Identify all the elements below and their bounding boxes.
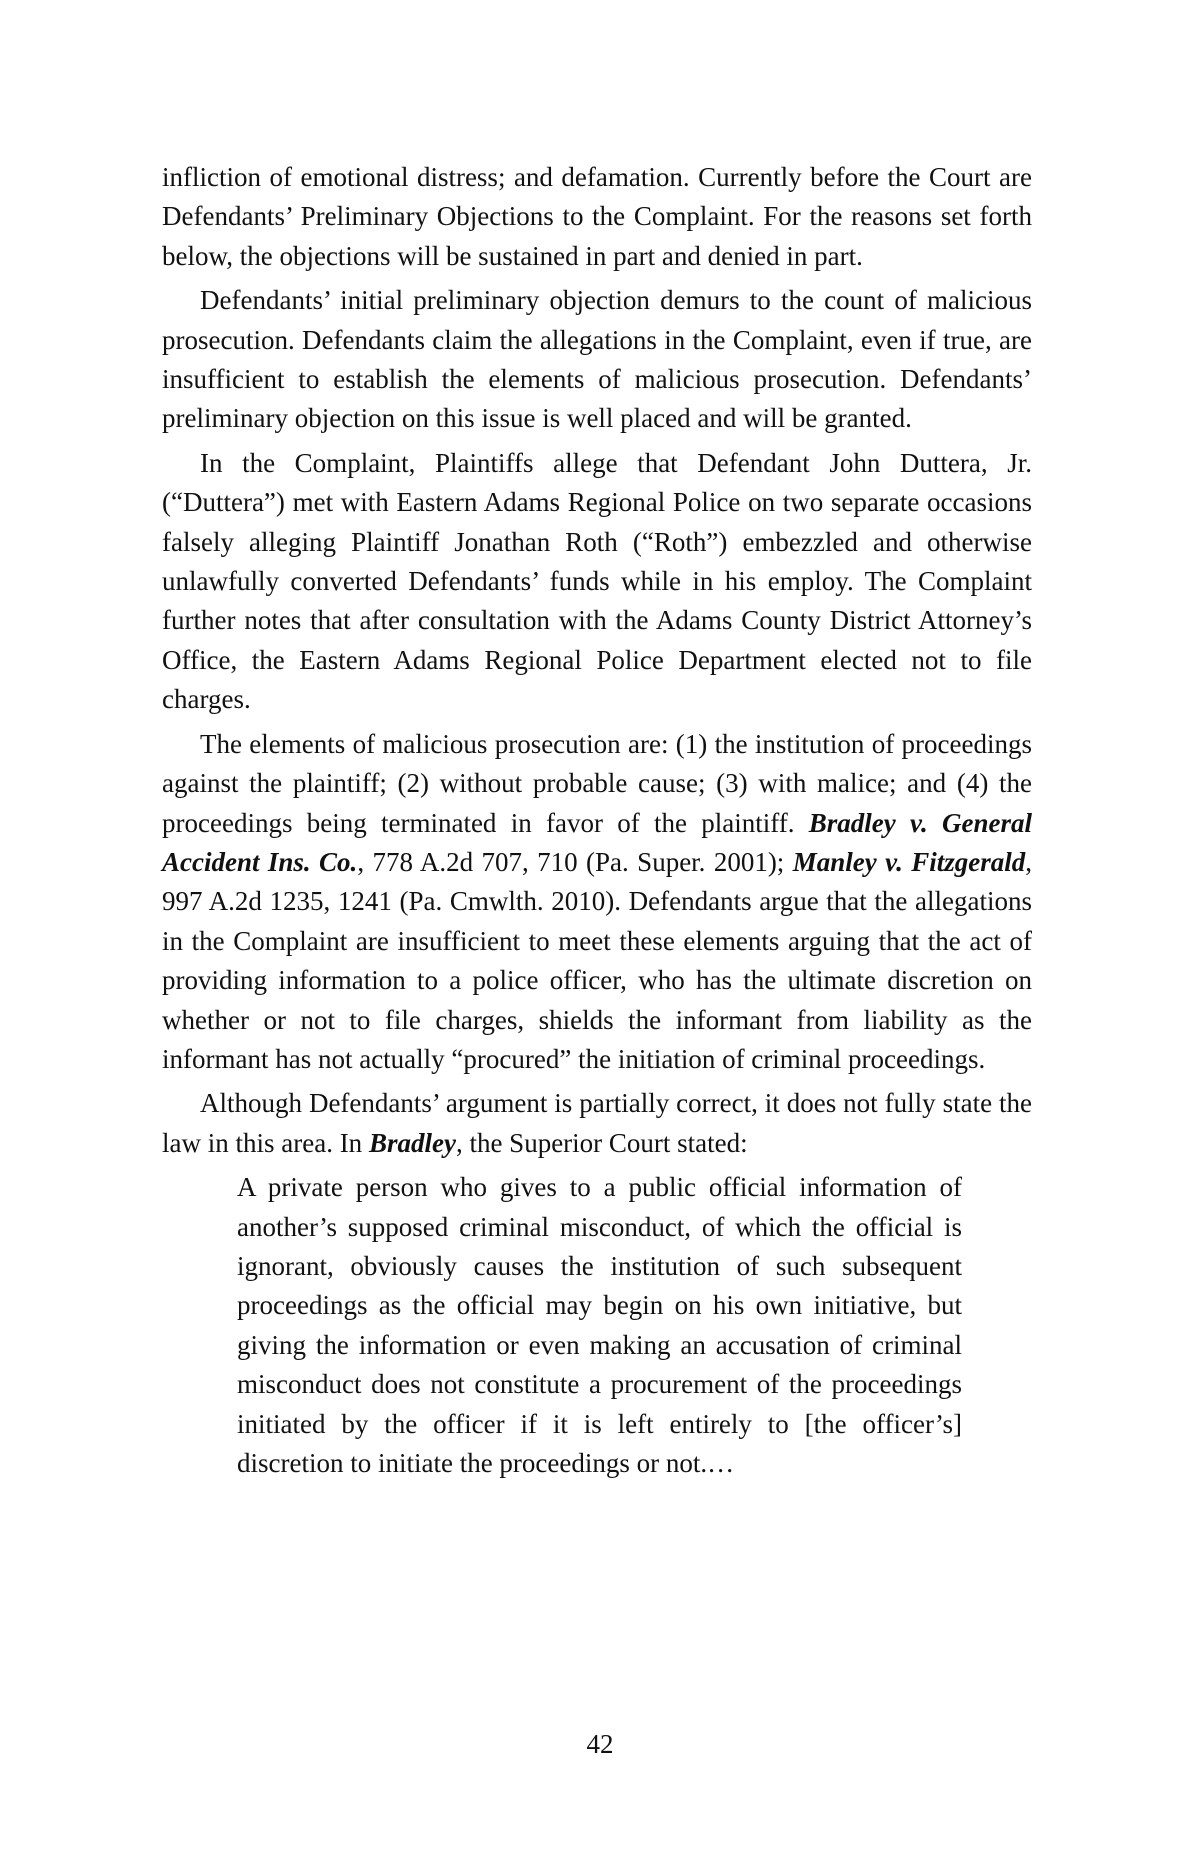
paragraph-demurrer (162, 281, 1032, 439)
paragraph-demurrer-text: Defendants’ initial preliminary objection demurs to the count of malicious prosecution. Defendants claim the allegations in the Complaint, even if true, are insufficient to establish the elements of malicious prosecution. Defendants’ preliminary objection on this issue is well placed and will be granted. (162, 285, 1032, 434)
case-citation-manley: Manley v. Fitzgerald (792, 846, 1026, 877)
page-number: 42 (586, 1729, 614, 1759)
paragraph-elements (162, 725, 1032, 1080)
paragraph-elements-text-1: The elements of malicious prosecution are: (1) the institution of proceedings against the plaintiff; (2) without probable cause; (3) with malice; and (4) the proceedings being terminated in favor of the plaintiff. (162, 728, 1032, 838)
case-name-bradley: Bradley (368, 1127, 456, 1158)
block-quote (237, 1168, 962, 1483)
case-citation-bradley: Bradley v. General Accident Ins. Co. (162, 807, 1032, 877)
paragraph-argument-text-2: , the Superior Court stated: (455, 1127, 748, 1158)
paragraph-complaint-allegations-text: In the Complaint, Plaintiffs allege that Defendant John Duttera, Jr. (“Duttera”) met with Eastern Adams Regional Police on two separate occasions falsely alleging Plaintiff Jonathan Roth (“Roth”) embezzled and otherwise unlawfully converted Defendants’ funds while in his employ. The Complaint further notes that after consultation with the Adams County District Attorney’s Office, the Eastern Adams Regional Police Department elected not to file charges. (162, 447, 1032, 715)
paragraph-elements-text-2: , 778 A.2d 707, 710 (Pa. Super. 2001); (357, 846, 793, 877)
paragraph-complaint-allegations (162, 444, 1032, 720)
paragraph-elements-text-3: , 997 A.2d 1235, 1241 (Pa. Cmwlth. 2010). Defendants argue that the allegations in the Complaint are insufficient to meet these elements arguing that the act of providing information to a police officer, who has the ultimate discretion on whether or not to file charges, shields the informant from liability as the informant has not actually “procured” the initiation of criminal proceedings. (162, 846, 1032, 1074)
paragraph-argument-text-1: Although Defendants’ argument is partially correct, it does not fully state the law in this area. In (162, 1088, 1032, 1158)
block-quote-text: A private person who gives to a public official information of another’s supposed criminal misconduct, of which the official is ignorant, obviously causes the institution of such subsequent proceedings as the official may begin on his own initiative, but giving the information or even making an accusation of criminal misconduct does not constitute a procurement of the proceedings initiated by the officer if it is left entirely to [the officer’s] discretion to initiate the proceedings or not.… (237, 1172, 962, 1478)
paragraph-intro-text: infliction of emotional distress; and defamation. Currently before the Court are Defendants’ Preliminary Objections to the Complaint. For the reasons set forth below, the objections will be sustained in part and denied in part. (162, 162, 1032, 271)
paragraph-intro (162, 158, 1032, 276)
paragraph-argument (162, 1084, 1032, 1163)
document-page (162, 158, 1032, 1483)
